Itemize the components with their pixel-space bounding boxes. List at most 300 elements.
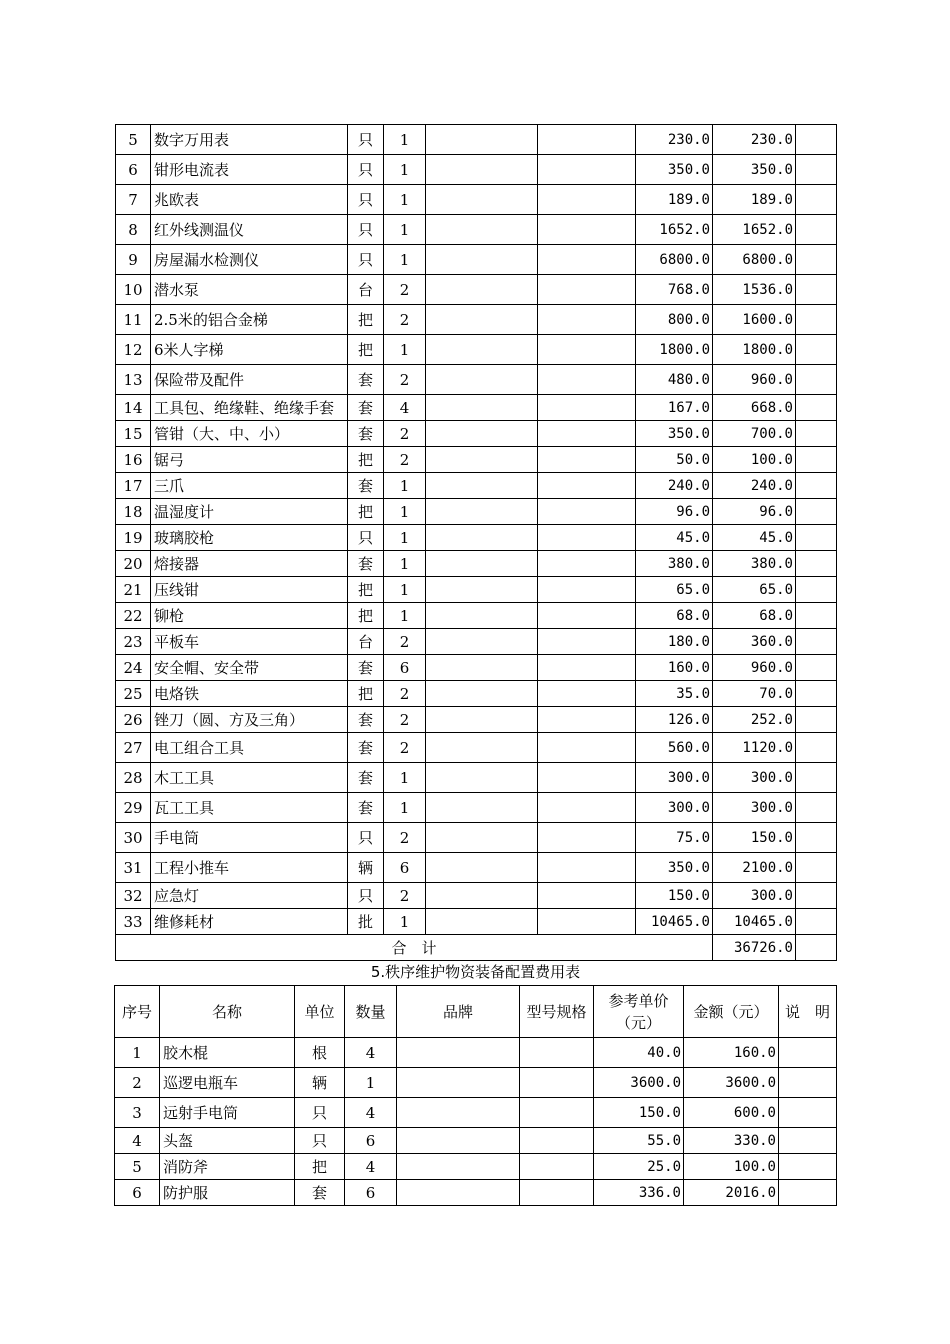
- row-note: [796, 707, 837, 733]
- row-price: 150.0: [594, 1098, 684, 1128]
- row-price: 10465.0: [636, 909, 713, 935]
- row-qty: 1: [384, 155, 426, 185]
- row-unit: 套: [348, 763, 384, 793]
- header-brand: 品牌: [397, 986, 520, 1038]
- row-qty: 6: [345, 1180, 397, 1206]
- row-amount: 2100.0: [713, 853, 796, 883]
- table-row: [116, 447, 837, 473]
- table-row: [115, 1180, 837, 1206]
- row-price: 1652.0: [636, 215, 713, 245]
- row-amount: 300.0: [713, 793, 796, 823]
- row-name: 潜水泵: [151, 275, 348, 305]
- row-model: [538, 707, 636, 733]
- table-row: [116, 681, 837, 707]
- row-note: [796, 275, 837, 305]
- row-price: 480.0: [636, 365, 713, 395]
- row-price: 240.0: [636, 473, 713, 499]
- row-note: [796, 763, 837, 793]
- row-brand: [426, 525, 538, 551]
- row-no: 11: [116, 305, 151, 335]
- row-model: [520, 1180, 594, 1206]
- row-note: [779, 1154, 837, 1180]
- row-qty: 1: [384, 473, 426, 499]
- row-amount: 1120.0: [713, 733, 796, 763]
- row-no: 3: [115, 1098, 160, 1128]
- row-qty: 2: [384, 681, 426, 707]
- table-row: [116, 823, 837, 853]
- security-equipment-table: [114, 985, 837, 1206]
- row-unit: 批: [348, 909, 384, 935]
- row-note: [796, 245, 837, 275]
- table-row: [116, 421, 837, 447]
- total-label: 合 计: [116, 935, 713, 961]
- row-unit: 套: [295, 1180, 345, 1206]
- row-unit: 辆: [295, 1068, 345, 1098]
- row-amount: 160.0: [684, 1038, 779, 1068]
- row-note: [796, 883, 837, 909]
- row-brand: [426, 421, 538, 447]
- table-row: [116, 335, 837, 365]
- row-price: 65.0: [636, 577, 713, 603]
- row-brand: [397, 1128, 520, 1154]
- table-row: [115, 1128, 837, 1154]
- row-price: 40.0: [594, 1038, 684, 1068]
- row-no: 16: [116, 447, 151, 473]
- row-name: 2.5米的铝合金梯: [151, 305, 348, 335]
- table-row: [116, 853, 837, 883]
- row-model: [538, 733, 636, 763]
- table-row: [116, 655, 837, 681]
- row-model: [538, 823, 636, 853]
- row-model: [538, 629, 636, 655]
- row-name: 头盔: [160, 1128, 295, 1154]
- row-no: 22: [116, 603, 151, 629]
- row-brand: [426, 395, 538, 421]
- row-no: 6: [116, 155, 151, 185]
- table-row: [116, 305, 837, 335]
- row-price: 3600.0: [594, 1068, 684, 1098]
- row-price: 1800.0: [636, 335, 713, 365]
- row-qty: 1: [384, 603, 426, 629]
- row-brand: [397, 1068, 520, 1098]
- row-brand: [426, 909, 538, 935]
- header-model: 型号规格: [520, 986, 594, 1038]
- row-unit: 台: [348, 275, 384, 305]
- row-unit: 只: [295, 1128, 345, 1154]
- row-unit: 只: [348, 245, 384, 275]
- row-note: [796, 823, 837, 853]
- row-no: 29: [116, 793, 151, 823]
- row-amount: 380.0: [713, 551, 796, 577]
- row-qty: 1: [384, 125, 426, 155]
- row-model: [538, 883, 636, 909]
- row-price: 167.0: [636, 395, 713, 421]
- row-no: 1: [115, 1038, 160, 1068]
- row-model: [538, 473, 636, 499]
- row-name: 维修耗材: [151, 909, 348, 935]
- row-no: 13: [116, 365, 151, 395]
- row-price: 126.0: [636, 707, 713, 733]
- row-no: 20: [116, 551, 151, 577]
- row-amount: 1800.0: [713, 335, 796, 365]
- row-name: 木工工具: [151, 763, 348, 793]
- row-price: 50.0: [636, 447, 713, 473]
- table-row: [116, 365, 837, 395]
- row-unit: 把: [348, 335, 384, 365]
- row-amount: 360.0: [713, 629, 796, 655]
- row-price: 25.0: [594, 1154, 684, 1180]
- header-no: 序号: [115, 986, 160, 1038]
- row-amount: 96.0: [713, 499, 796, 525]
- row-model: [538, 499, 636, 525]
- row-note: [796, 525, 837, 551]
- row-price: 68.0: [636, 603, 713, 629]
- row-note: [796, 681, 837, 707]
- row-name: 锯弓: [151, 447, 348, 473]
- row-model: [538, 681, 636, 707]
- row-model: [520, 1128, 594, 1154]
- row-no: 4: [115, 1128, 160, 1154]
- row-note: [796, 853, 837, 883]
- row-brand: [426, 473, 538, 499]
- row-brand: [426, 603, 538, 629]
- row-unit: 只: [348, 125, 384, 155]
- row-note: [779, 1180, 837, 1206]
- row-qty: 1: [384, 185, 426, 215]
- row-name: 玻璃胶枪: [151, 525, 348, 551]
- row-name: 胶木棍: [160, 1038, 295, 1068]
- row-model: [538, 909, 636, 935]
- row-name: 保险带及配件: [151, 365, 348, 395]
- row-amount: 230.0: [713, 125, 796, 155]
- row-brand: [426, 125, 538, 155]
- row-name: 兆欧表: [151, 185, 348, 215]
- row-price: 96.0: [636, 499, 713, 525]
- header-unit: 单位: [295, 986, 345, 1038]
- row-note: [796, 603, 837, 629]
- row-note: [796, 655, 837, 681]
- row-brand: [397, 1098, 520, 1128]
- row-qty: 4: [384, 395, 426, 421]
- row-price: 336.0: [594, 1180, 684, 1206]
- row-unit: 只: [348, 155, 384, 185]
- row-note: [796, 909, 837, 935]
- row-price: 380.0: [636, 551, 713, 577]
- row-qty: 4: [345, 1154, 397, 1180]
- table-row: [115, 1098, 837, 1128]
- row-no: 12: [116, 335, 151, 365]
- row-note: [796, 305, 837, 335]
- table-row: [116, 603, 837, 629]
- row-qty: 2: [384, 707, 426, 733]
- row-name: 钳形电流表: [151, 155, 348, 185]
- table-row: [115, 1154, 837, 1180]
- row-unit: 只: [348, 823, 384, 853]
- row-unit: 只: [348, 525, 384, 551]
- row-amount: 1536.0: [713, 275, 796, 305]
- row-brand: [426, 883, 538, 909]
- row-amount: 65.0: [713, 577, 796, 603]
- row-model: [538, 603, 636, 629]
- row-note: [779, 1098, 837, 1128]
- row-brand: [426, 447, 538, 473]
- row-note: [796, 551, 837, 577]
- row-name: 管钳（大、中、小）: [151, 421, 348, 447]
- row-qty: 1: [384, 245, 426, 275]
- row-model: [538, 155, 636, 185]
- row-price: 768.0: [636, 275, 713, 305]
- row-amount: 350.0: [713, 155, 796, 185]
- row-price: 150.0: [636, 883, 713, 909]
- row-amount: 300.0: [713, 883, 796, 909]
- row-brand: [426, 245, 538, 275]
- row-brand: [397, 1180, 520, 1206]
- row-unit: 只: [348, 883, 384, 909]
- row-no: 33: [116, 909, 151, 935]
- row-price: 350.0: [636, 421, 713, 447]
- row-unit: 套: [348, 655, 384, 681]
- row-amount: 189.0: [713, 185, 796, 215]
- row-brand: [426, 185, 538, 215]
- row-price: 6800.0: [636, 245, 713, 275]
- row-no: 8: [116, 215, 151, 245]
- row-qty: 4: [345, 1038, 397, 1068]
- row-brand: [426, 215, 538, 245]
- row-name: 压线钳: [151, 577, 348, 603]
- table-row: [116, 525, 837, 551]
- row-brand: [397, 1038, 520, 1068]
- row-note: [796, 421, 837, 447]
- row-model: [538, 365, 636, 395]
- row-qty: 2: [384, 305, 426, 335]
- row-no: 24: [116, 655, 151, 681]
- table-row: [116, 883, 837, 909]
- row-name: 手电筒: [151, 823, 348, 853]
- row-price: 300.0: [636, 763, 713, 793]
- header-qty: 数量: [345, 986, 397, 1038]
- row-unit: 套: [348, 473, 384, 499]
- row-no: 2: [115, 1068, 160, 1098]
- row-brand: [426, 551, 538, 577]
- row-model: [538, 215, 636, 245]
- row-model: [520, 1068, 594, 1098]
- row-price: 180.0: [636, 629, 713, 655]
- row-no: 15: [116, 421, 151, 447]
- row-note: [796, 793, 837, 823]
- row-no: 31: [116, 853, 151, 883]
- total-amount: 36726.0: [713, 935, 796, 961]
- row-name: 工具包、绝缘鞋、绝缘手套: [151, 395, 348, 421]
- row-name: 房屋漏水检测仪: [151, 245, 348, 275]
- row-unit: 套: [348, 733, 384, 763]
- table-row: [116, 395, 837, 421]
- table-row: [116, 245, 837, 275]
- row-unit: 把: [348, 603, 384, 629]
- row-note: [796, 395, 837, 421]
- row-no: 9: [116, 245, 151, 275]
- row-name: 温湿度计: [151, 499, 348, 525]
- row-brand: [426, 655, 538, 681]
- row-no: 27: [116, 733, 151, 763]
- row-brand: [426, 499, 538, 525]
- row-note: [779, 1128, 837, 1154]
- row-name: 瓦工工具: [151, 793, 348, 823]
- row-price: 350.0: [636, 853, 713, 883]
- row-name: 工程小推车: [151, 853, 348, 883]
- row-model: [538, 125, 636, 155]
- row-amount: 10465.0: [713, 909, 796, 935]
- row-qty: 2: [384, 629, 426, 655]
- row-model: [538, 793, 636, 823]
- table-row: [115, 1038, 837, 1068]
- row-qty: 4: [345, 1098, 397, 1128]
- row-amount: 1652.0: [713, 215, 796, 245]
- row-qty: 2: [384, 883, 426, 909]
- row-name: 消防斧: [160, 1154, 295, 1180]
- table-row: [116, 185, 837, 215]
- row-note: [796, 335, 837, 365]
- row-price: 35.0: [636, 681, 713, 707]
- row-unit: 台: [348, 629, 384, 655]
- table-row: [116, 763, 837, 793]
- row-amount: 150.0: [713, 823, 796, 853]
- row-qty: 1: [384, 215, 426, 245]
- row-amount: 960.0: [713, 655, 796, 681]
- row-note: [796, 155, 837, 185]
- row-price: 350.0: [636, 155, 713, 185]
- row-unit: 套: [348, 707, 384, 733]
- table-row: [116, 551, 837, 577]
- row-price: 45.0: [636, 525, 713, 551]
- row-unit: 把: [348, 305, 384, 335]
- row-amount: 100.0: [713, 447, 796, 473]
- row-name: 数字万用表: [151, 125, 348, 155]
- row-name: 熔接器: [151, 551, 348, 577]
- row-amount: 300.0: [713, 763, 796, 793]
- row-qty: 1: [384, 763, 426, 793]
- table-row: [116, 473, 837, 499]
- equipment-cost-table: [115, 124, 837, 961]
- row-note: [796, 733, 837, 763]
- table-row: [116, 275, 837, 305]
- row-qty: 2: [384, 447, 426, 473]
- row-price: 800.0: [636, 305, 713, 335]
- row-name: 电工组合工具: [151, 733, 348, 763]
- row-no: 19: [116, 525, 151, 551]
- row-qty: 1: [384, 525, 426, 551]
- row-no: 5: [116, 125, 151, 155]
- header-price: 参考单价（元）: [594, 986, 684, 1038]
- row-model: [538, 245, 636, 275]
- row-model: [538, 395, 636, 421]
- row-model: [520, 1098, 594, 1128]
- row-unit: 套: [348, 395, 384, 421]
- row-note: [796, 185, 837, 215]
- row-note: [796, 577, 837, 603]
- row-brand: [426, 577, 538, 603]
- row-unit: 把: [295, 1154, 345, 1180]
- row-model: [538, 305, 636, 335]
- row-price: 300.0: [636, 793, 713, 823]
- row-name: 平板车: [151, 629, 348, 655]
- row-no: 32: [116, 883, 151, 909]
- row-qty: 1: [384, 551, 426, 577]
- row-price: 230.0: [636, 125, 713, 155]
- row-amount: 252.0: [713, 707, 796, 733]
- row-model: [538, 447, 636, 473]
- table-row: [116, 499, 837, 525]
- row-unit: 根: [295, 1038, 345, 1068]
- total-row: [116, 935, 837, 961]
- row-price: 160.0: [636, 655, 713, 681]
- row-model: [538, 525, 636, 551]
- row-qty: 2: [384, 421, 426, 447]
- row-brand: [426, 853, 538, 883]
- row-qty: 1: [384, 499, 426, 525]
- row-price: 55.0: [594, 1128, 684, 1154]
- row-unit: 只: [348, 185, 384, 215]
- row-no: 7: [116, 185, 151, 215]
- row-name: 巡逻电瓶车: [160, 1068, 295, 1098]
- row-note: [779, 1068, 837, 1098]
- row-amount: 3600.0: [684, 1068, 779, 1098]
- row-no: 14: [116, 395, 151, 421]
- row-qty: 1: [384, 793, 426, 823]
- row-name: 三爪: [151, 473, 348, 499]
- row-note: [796, 125, 837, 155]
- row-note: [796, 365, 837, 395]
- row-brand: [426, 335, 538, 365]
- table-row: [116, 155, 837, 185]
- row-brand: [426, 155, 538, 185]
- row-model: [538, 185, 636, 215]
- row-brand: [426, 793, 538, 823]
- row-amount: 68.0: [713, 603, 796, 629]
- row-qty: 6: [384, 655, 426, 681]
- row-model: [538, 763, 636, 793]
- row-note: [796, 629, 837, 655]
- row-price: 189.0: [636, 185, 713, 215]
- row-amount: 70.0: [713, 681, 796, 707]
- header-name: 名称: [160, 986, 295, 1038]
- row-unit: 只: [348, 215, 384, 245]
- row-amount: 330.0: [684, 1128, 779, 1154]
- row-amount: 100.0: [684, 1154, 779, 1180]
- row-brand: [426, 305, 538, 335]
- row-qty: 1: [384, 577, 426, 603]
- row-qty: 6: [384, 853, 426, 883]
- header-note: 说 明: [779, 986, 837, 1038]
- row-brand: [426, 365, 538, 395]
- table-row: [116, 577, 837, 603]
- row-qty: 1: [384, 909, 426, 935]
- table-row: [116, 707, 837, 733]
- security-equipment-table-title: 5.秩序维护物资装备配置费用表: [370, 963, 581, 981]
- row-name: 6米人字梯: [151, 335, 348, 365]
- header-row: [115, 986, 837, 1038]
- table-row: [116, 733, 837, 763]
- row-price: 560.0: [636, 733, 713, 763]
- row-no: 30: [116, 823, 151, 853]
- row-name: 远射手电筒: [160, 1098, 295, 1128]
- row-no: 25: [116, 681, 151, 707]
- row-qty: 1: [384, 335, 426, 365]
- row-model: [520, 1038, 594, 1068]
- row-unit: 把: [348, 577, 384, 603]
- row-brand: [426, 823, 538, 853]
- row-brand: [397, 1154, 520, 1180]
- row-name: 电烙铁: [151, 681, 348, 707]
